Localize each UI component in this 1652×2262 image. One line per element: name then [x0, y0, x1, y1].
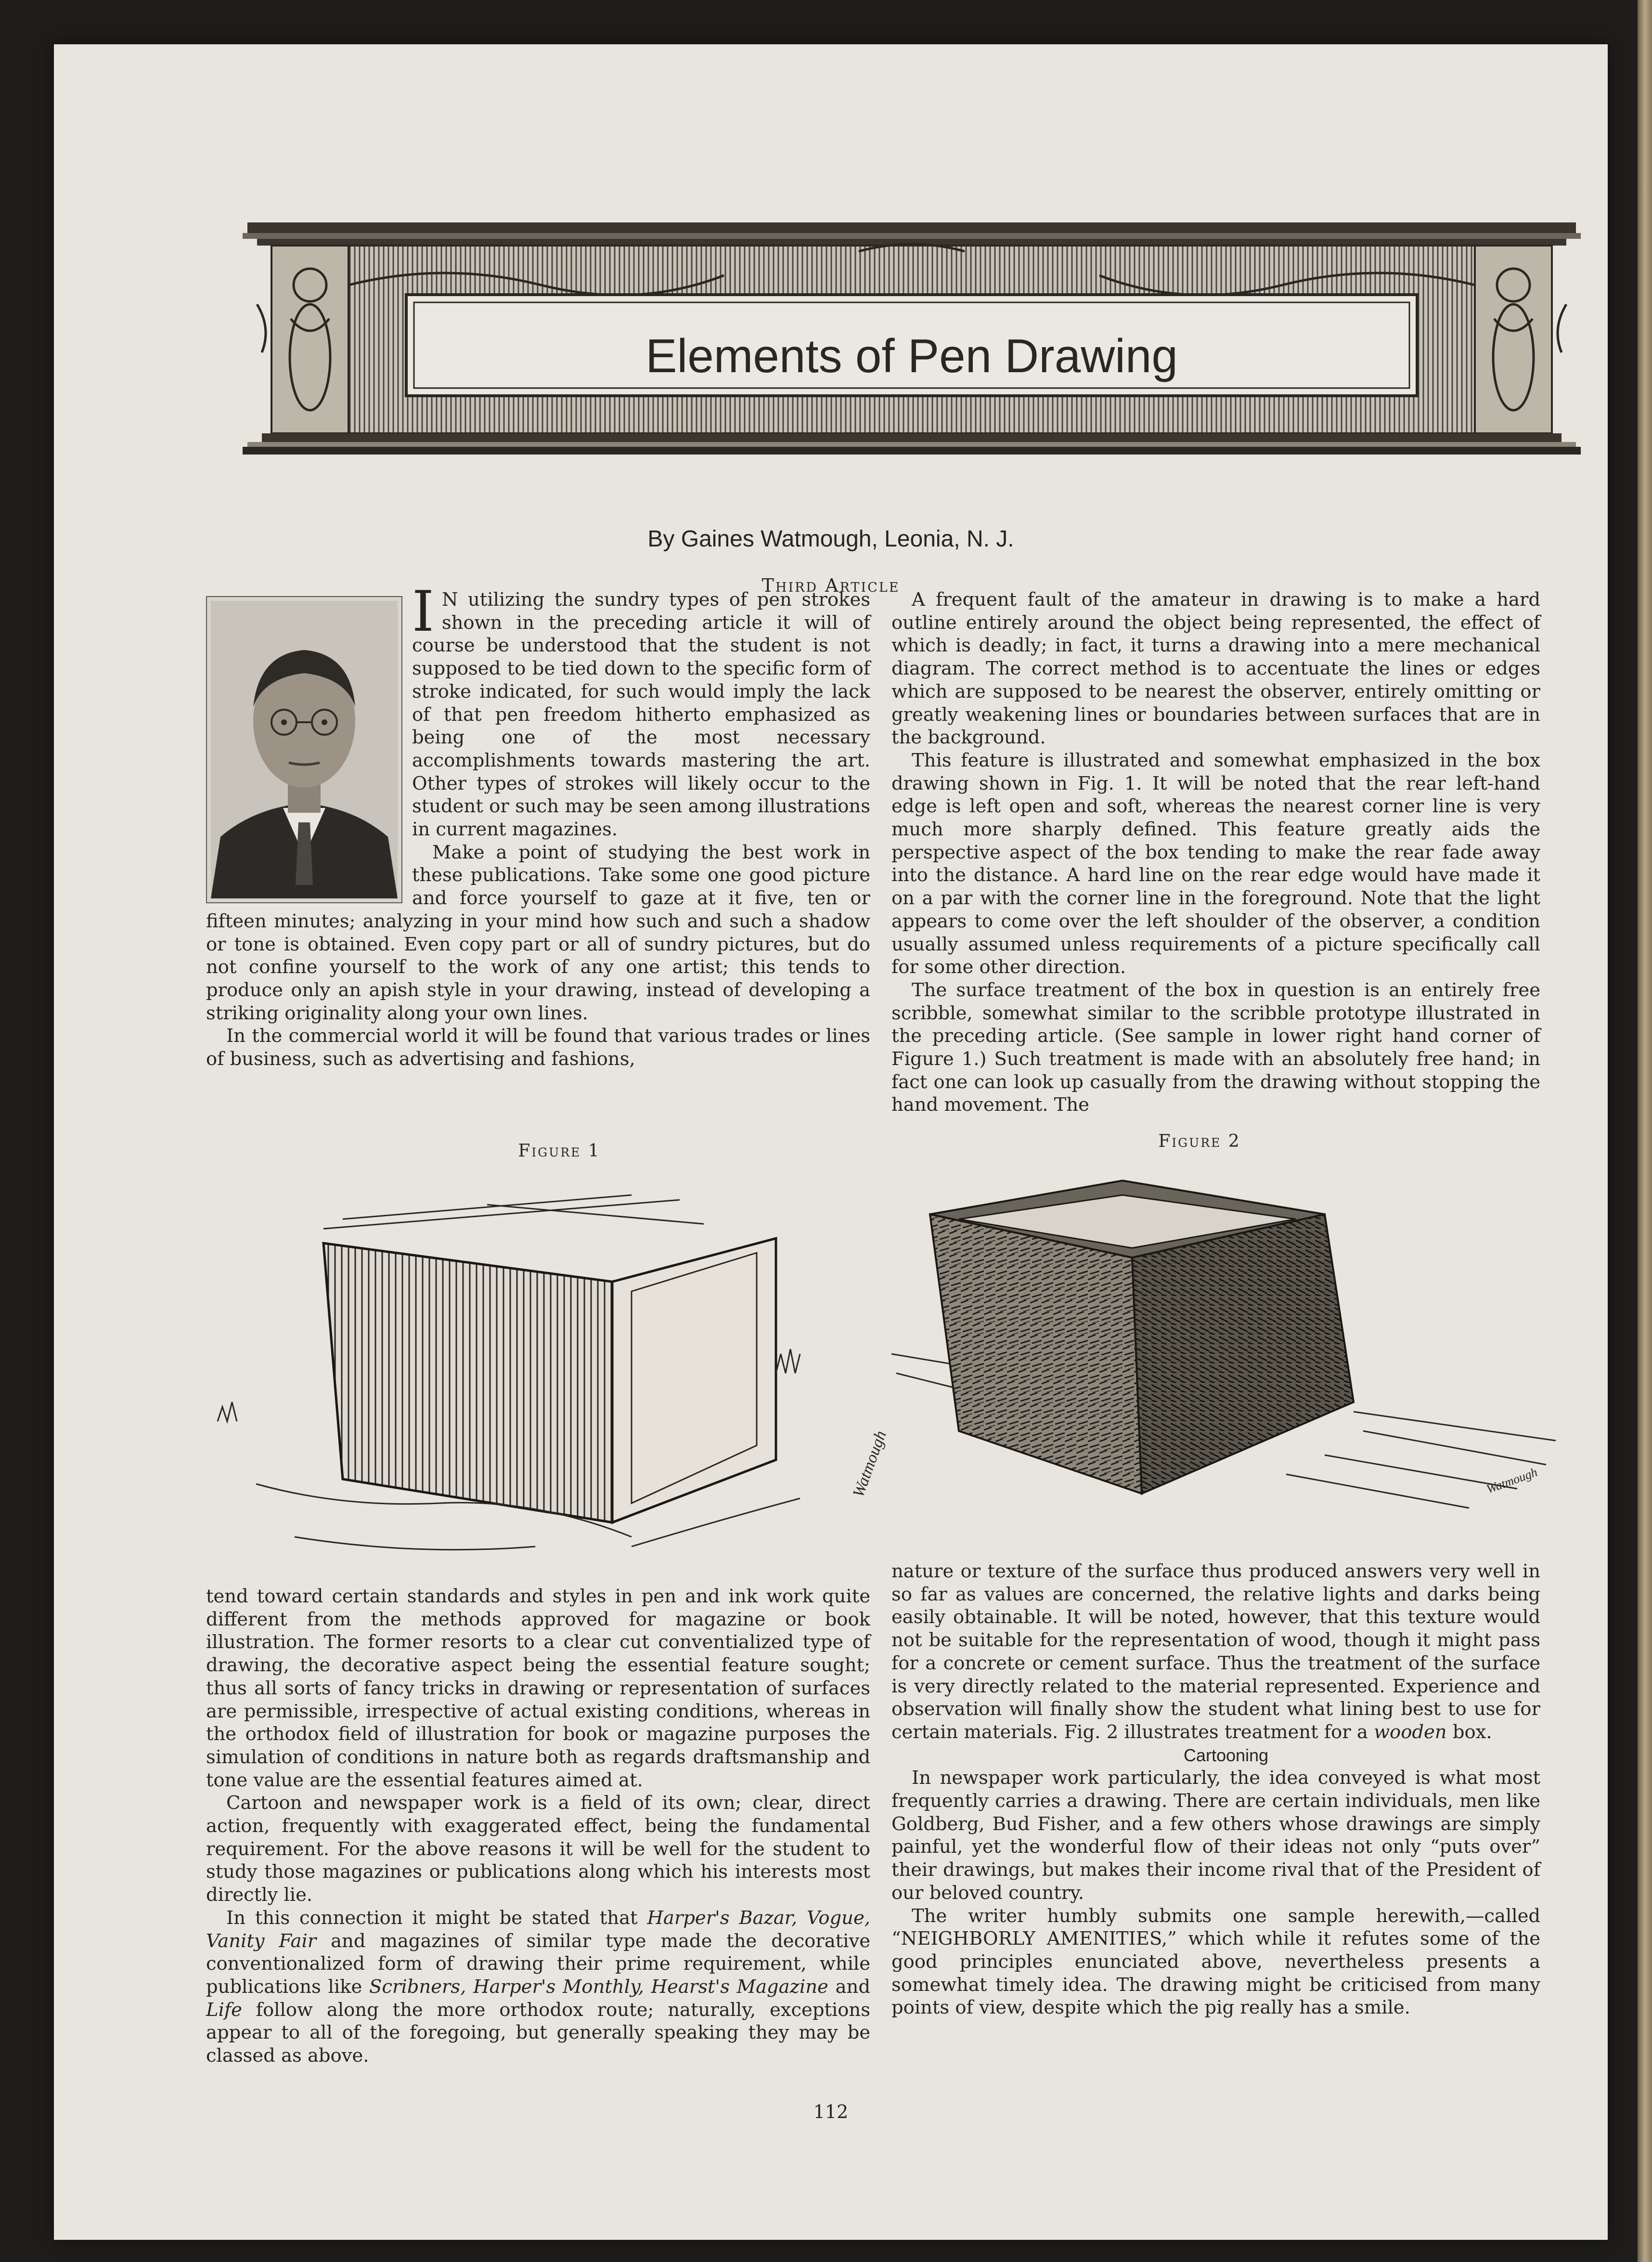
figure-1-drawing	[198, 1171, 920, 1575]
paragraph: A frequent fault of the amateur in drawing is to make a hard outline entirely around the object being represented, the effect of which is deadly; in fact, it turns a drawing into a mere mechanical diagram. The correct method is to accentuate the lines or edges which are supposed to be nearest the observer, entirely omitting or greatly weakening lines or boundaries between surfaces that are in the background.	[891, 589, 1540, 749]
paragraph: Cartoon and newspaper work is a field of its own; clear, direct action, frequently with exaggerated effect, being the fundamental requirement. For the above reasons it will be well for the student to study those magazines or publications along which his interests most directly lie.	[206, 1792, 870, 1906]
drop-cap: I	[412, 579, 434, 644]
paragraph: The writer humbly submits one sample herewith,—called “NEIGHBORLY AMENITIES,” which while it refutes some of the good principles enunciated above, nevertheless presents a somewhat timely idea. The drawing might be criticised from many points of view, despite which the pig really has a smile.	[891, 1905, 1540, 2019]
magazine-page	[54, 44, 1608, 2240]
right-column-bottom	[891, 1560, 1540, 2019]
paragraph: This feature is illustrated and somewhat emphasized in the box drawing shown in Fig. 1. It will be noted that the rear left-hand edge is left open and soft, whereas the nearest corner line is very much more sharply defined. This feature greatly aids the perspective aspect of the box tending to make the rear fade away into the distance. A hard line on the rear edge would have made it on a par with the corner line in the foreground. Note that the light appears to come over the left shoulder of the observer, a condition usually assumed unless requirements of a picture specifically call for some other direction.	[891, 749, 1540, 978]
figure-2-caption: Figure 2	[1158, 1131, 1241, 1151]
left-column-bottom	[206, 1585, 870, 2067]
paragraph: nature or texture of the surface thus produced answers very well in so far as values are concerned, the relative lights and darks being easily obtainable. It will be noted, however, that this texture would not be suitable for the representation of wood, though it might pass for a concrete or cement surface. Thus the treatment of the surface is very directly related to the material represented. Experience and observation will finally show the student what lining best to use for certain materials. Fig. 2 illustrates treatment for a wooden box.	[891, 1560, 1540, 1743]
byline: By Gaines Watmough, Leonia, N. J.	[647, 526, 1014, 552]
article-number: Third Article	[761, 575, 900, 596]
paragraph: In this connection it might be stated that Harper's Bazar, Vogue, Vanity Fair and magazines of similar type made the decorative conventionalized form of drawing their prime requirement, while publications like Scribners, Harper's Monthly, Hearst's Magazine and Life follow along the more orthodox route; naturally, exceptions appear to all of the foregoing, but generally speaking they may be classed as above.	[206, 1907, 870, 2067]
paragraph: tend toward certain standards and styles in pen and ink work quite different from the methods approved for magazine or book illustration. The former resorts to a clear cut conventialized type of drawing, the decorative aspect being the essential feature sought; thus all sorts of fancy tricks in drawing or representation of surfaces are permissible, irrespective of actual existing conditions, whereas in the orthodox field of illustration for book or magazine purposes the simulation of conditions in nature both as regards draftsmanship and tone value are the essential features aimed at.	[206, 1586, 870, 1791]
article-title: Elements of Pen Drawing	[645, 329, 1178, 382]
figure-1-signature: Watmough	[849, 1428, 890, 1500]
figure-1-caption: Figure 1	[518, 1141, 601, 1161]
paragraph: Make a point of studying the best work in these publications. Take some one good picture and force yourself to gaze at it five, ten or fifteen minutes; analyzing in your mind how such and such a shadow or tone is obtained. Even copy part or all of sundry pictures, but do not confine yourself to the work of any one artist; this tends to produce only an apish style in your drawing, instead of developing a striking originality along your own lines.	[206, 841, 870, 1024]
paragraph: The surface treatment of the box in question is an entirely free scribble, somewhat similar to the scribble prototype illustrated in the preceding article. (See sample in lower right hand corner of Figure 1.) Such treatment is made with an absolutely free hand; in fact one can look up casually from the drawing without stopping the hand movement. The	[891, 979, 1540, 1116]
figure-2-signature: Watmough	[1484, 1465, 1539, 1496]
portrait-spacer	[206, 588, 412, 905]
paragraph: In the commercial world it will be found that various trades or lines of business, such as advertising and fashions,	[206, 1025, 870, 1070]
paragraph: N utilizing the sundry types of pen strokes shown in the preceding article it will of course be understood that the student is not supposed to be tied down to the specific form of stroke indicated, for such would imply the lack of that pen freedom hitherto emphasized as being one of the most necessary accomplishments towards mastering the art. Other types of strokes will likely occur to the student or such may be seen among illustrations in current magazines.	[412, 589, 870, 841]
section-heading: Cartooning	[1183, 1745, 1269, 1765]
binding-edge	[1638, 0, 1652, 2262]
page-number: 112	[813, 2101, 849, 2122]
right-column-top	[891, 588, 1540, 1117]
paragraph: In newspaper work particularly, the idea conveyed is what most frequently carries a drawing. There are certain individuals, men like Goldberg, Bud Fisher, and a few others whose drawings are simply painful, yet the wonderful flow of their ideas not only “puts over” their drawings, but makes their income rival that of the President of our beloved country.	[891, 1767, 1540, 1904]
figure-2-drawing	[891, 1161, 1565, 1518]
